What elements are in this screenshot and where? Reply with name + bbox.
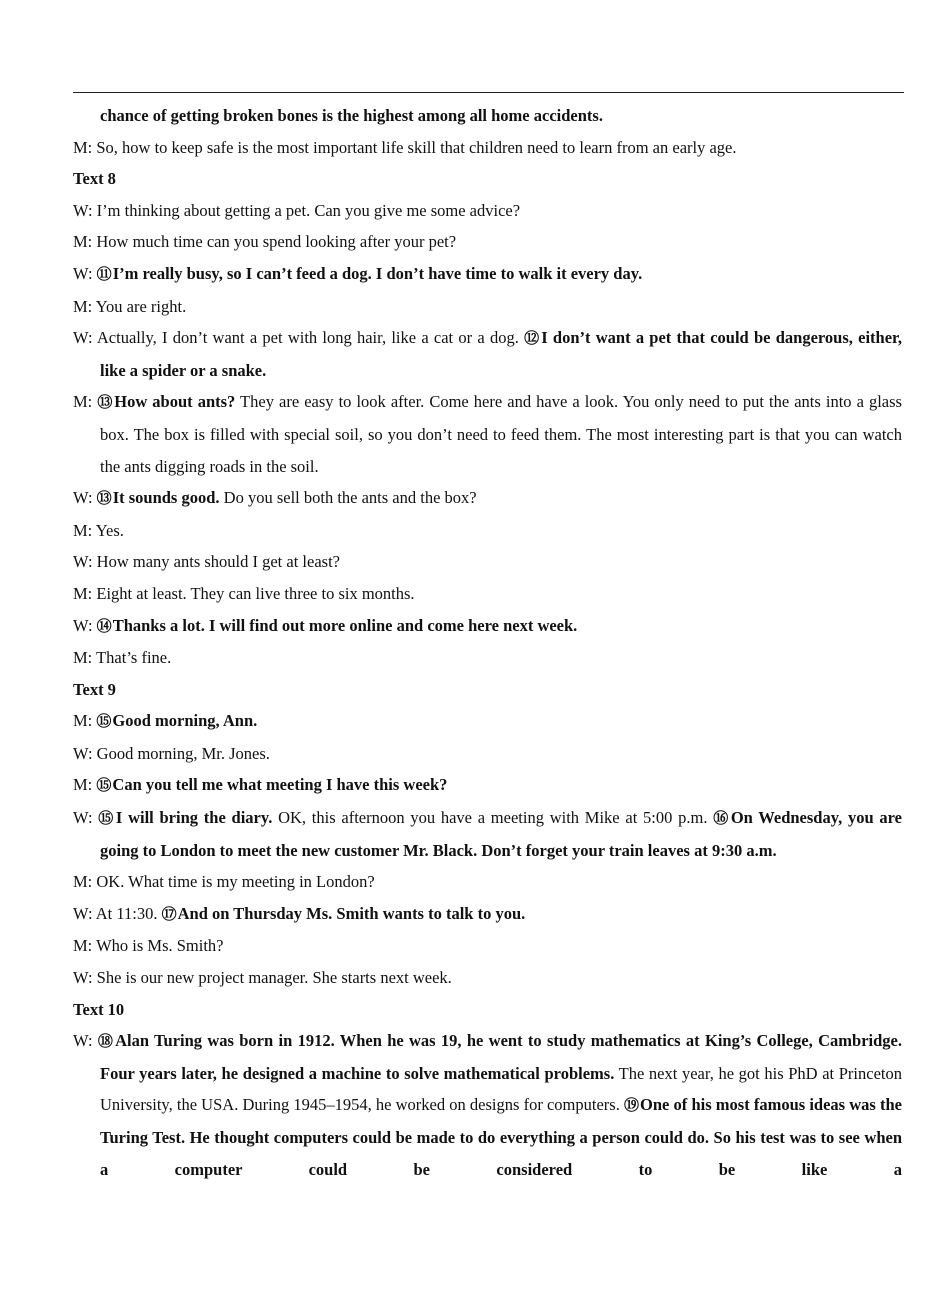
key-sentence: Good morning, Ann.	[112, 711, 258, 731]
question-number: ⑭	[96, 616, 112, 635]
dialogue-text: M:	[73, 775, 97, 795]
dialogue-line	[73, 930, 902, 962]
dialogue-text: M: You are right.	[73, 296, 187, 316]
key-sentence: Text 9	[73, 679, 116, 699]
dialogue-text: W: She is our new project manager. She starts next week.	[73, 968, 452, 988]
dialogue-line	[73, 515, 902, 547]
question-number: ⑫	[524, 329, 541, 348]
key-sentence: I’m really busy, so I can’t feed a dog. I don’t have time to walk it every day.	[112, 263, 643, 283]
header-rule	[73, 92, 904, 93]
dialogue-line	[73, 132, 902, 164]
dialogue-text: W:	[73, 615, 97, 635]
dialogue-text: M: That’s fine.	[73, 648, 172, 668]
dialogue-text: The next year, he got his PhD at Princeton University, the USA. During 1945–1954, he worked on designs for computers.	[100, 1063, 902, 1115]
key-sentence: How about ants?	[114, 392, 236, 412]
question-number: ⑯	[713, 809, 730, 828]
dialogue-text: W:	[73, 488, 97, 508]
dialogue-line	[73, 578, 902, 610]
dialogue-line	[73, 386, 902, 482]
key-sentence: And on Thursday Ms. Smith wants to talk to you.	[177, 903, 526, 923]
dialogue-text: OK, this afternoon you have a meeting with Mike at 5:00 p.m.	[272, 808, 714, 828]
dialogue-continuation	[73, 100, 902, 132]
question-number: ⑪	[96, 264, 112, 283]
dialogue-text: W: I’m thinking about getting a pet. Can you give me some advice?	[73, 200, 521, 220]
dialogue-line	[73, 866, 902, 898]
dialogue-text: M: How much time can you spend looking after your pet?	[73, 232, 457, 252]
dialogue-line	[73, 610, 902, 643]
key-sentence: Can you tell me what meeting I have this week?	[112, 775, 448, 795]
dialogue-text: They are easy to look after. Come here and have a look. You only need to put the ants into a glass box. The box is filled with special soil, so you don’t need to feed them. The most interesting part is that you can watch the ants digging roads in the soil.	[100, 392, 902, 476]
dialogue-text: W: Good morning, Mr. Jones.	[73, 743, 270, 763]
dialogue-text: M: Who is Ms. Smith?	[73, 936, 224, 956]
key-sentence: I will bring the diary.	[115, 808, 273, 828]
transcript-page	[73, 100, 902, 1185]
section-heading	[73, 674, 902, 706]
dialogue-line	[73, 738, 902, 770]
dialogue-line	[73, 802, 902, 866]
dialogue-text: W:	[73, 1031, 98, 1051]
section-heading	[73, 994, 902, 1026]
key-sentence: Thanks a lot. I will find out more online and come here next week.	[112, 615, 578, 635]
dialogue-line	[73, 962, 902, 994]
dialogue-line	[73, 1025, 902, 1185]
question-number: ⑬	[97, 393, 114, 412]
dialogue-line	[73, 769, 902, 802]
dialogue-text: W:	[73, 263, 97, 283]
dialogue-text: W: At 11:30.	[73, 903, 162, 923]
dialogue-line	[73, 482, 902, 515]
question-number: ⑬	[96, 489, 112, 508]
key-sentence: Text 8	[73, 169, 116, 189]
dialogue-text: Do you sell both the ants and the box?	[219, 488, 477, 508]
question-number: ⑮	[96, 712, 112, 731]
dialogue-line	[73, 226, 902, 258]
key-sentence: On Wednesday, you are going to London to meet the new customer Mr. Black. Don’t forget your train leaves at 9:30 a.m.	[100, 808, 902, 860]
dialogue-line	[73, 258, 902, 291]
dialogue-text: M: So, how to keep safe is the most important life skill that children need to learn from an early age.	[73, 137, 737, 157]
dialogue-text: M:	[73, 711, 97, 731]
question-number: ⑰	[161, 904, 177, 923]
key-sentence: One of his most famous ideas was the Turing Test. He thought computers could be made to do everything a person could do. So his test was to see when a computer could be considered to be like a	[100, 1095, 902, 1179]
dialogue-text: M:	[73, 392, 98, 412]
question-number: ⑲	[624, 1096, 640, 1115]
dialogue-text: W: Actually, I don’t want a pet with long hair, like a cat or a dog.	[73, 328, 525, 348]
dialogue-text: W: How many ants should I get at least?	[73, 552, 340, 572]
key-sentence: Alan Turing was born in 1912. When he was 19, he went to study mathematics at King’s College, Cambridge. Four years later, he designed a machine to solve mathematical problems.	[100, 1031, 902, 1083]
question-number: ⑮	[98, 809, 115, 828]
key-sentence: It sounds good.	[112, 488, 220, 508]
dialogue-line	[73, 195, 902, 227]
question-number: ⑮	[96, 776, 112, 795]
dialogue-text: W:	[73, 808, 99, 828]
dialogue-text: M: OK. What time is my meeting in London?	[73, 872, 375, 892]
dialogue-line	[73, 642, 902, 674]
dialogue-text: M: Yes.	[73, 520, 124, 540]
section-heading	[73, 163, 902, 195]
dialogue-text: M: Eight at least. They can live three to six months.	[73, 583, 415, 603]
dialogue-line	[73, 898, 902, 931]
question-number: ⑱	[97, 1032, 115, 1051]
dialogue-line	[73, 705, 902, 738]
dialogue-line	[73, 546, 902, 578]
dialogue-line	[73, 322, 902, 386]
dialogue-line	[73, 291, 902, 323]
key-sentence: Text 10	[73, 999, 125, 1019]
key-sentence: I don’t want a pet that could be dangerous, either, like a spider or a snake.	[100, 328, 902, 380]
key-sentence: chance of getting broken bones is the highest among all home accidents.	[100, 106, 603, 125]
